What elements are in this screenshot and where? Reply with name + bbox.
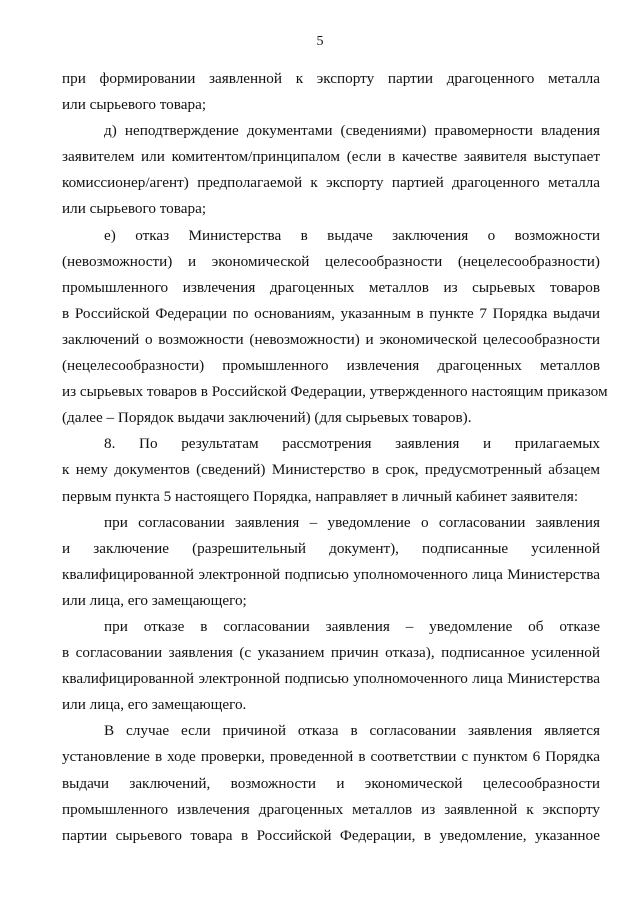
text-line: или лица, его замещающего; [62, 591, 247, 609]
paragraph [62, 718, 600, 848]
text-line: комиссионер/агент) предполагаемой к экспорту партией драгоценного металла [62, 174, 600, 192]
paragraph [62, 223, 608, 432]
text-line: установление в ходе проверки, проведенной в соответствии с пунктом 6 Порядка [62, 748, 600, 766]
text-line: в согласовании заявления (с указанием причин отказа), подписанное усиленной [62, 644, 600, 662]
text-line: (невозможности) и экономической целесообразности (нецелесообразности) [62, 252, 600, 270]
text-line: В случае если причиной отказа в согласовании заявления является [104, 722, 600, 740]
paragraph [62, 510, 600, 614]
text-line: при согласовании заявления – уведомление о согласовании заявления [104, 513, 600, 531]
paragraph [62, 66, 600, 118]
text-line: или сырьевого товара; [62, 96, 207, 114]
text-line: выдачи заключений, возможности и экономической целесообразности [62, 774, 600, 792]
text-line: или сырьевого товара; [62, 200, 207, 218]
text-line: 8. По результатам рассмотрения заявления и прилагаемых [104, 435, 600, 453]
text-line: промышленного извлечения драгоценных металлов из сырьевых товаров [62, 278, 600, 296]
text-line: (далее – Порядок выдачи заключений) (для сырьевых товаров). [62, 409, 472, 427]
text-line: при формировании заявленной к экспорту партии драгоценного металла [62, 70, 600, 87]
text-line: или лица, его замещающего. [62, 696, 247, 714]
text-line: и заключение (разрешительный документ), подписанные усиленной [62, 539, 600, 557]
paragraph [62, 431, 600, 509]
paragraph [62, 118, 600, 222]
text-line: промышленного извлечения драгоценных металлов из заявленной к экспорту [62, 800, 600, 818]
text-line: е) отказ Министерства в выдаче заключения о возможности [104, 226, 600, 244]
text-line: заявителем или комитентом/принципалом (если в качестве заявителя выступает [62, 148, 600, 166]
text-line: партии сырьевого товара в Российской Федерации, в уведомление, указанное [62, 826, 600, 844]
document-body [62, 66, 608, 849]
text-line: квалифицированной электронной подписью уполномоченного лица Министерства [62, 670, 600, 688]
text-line: квалифицированной электронной подписью уполномоченного лица Министерства [62, 565, 600, 583]
text-line: к нему документов (сведений) Министерство в срок, предусмотренный абзацем [62, 461, 600, 479]
text-line: первым пункта 5 настоящего Порядка, направляет в личный кабинет заявителя: [62, 487, 579, 505]
page-number: 5 [316, 34, 324, 49]
paragraph [62, 614, 600, 718]
text-line: из сырьевых товаров в Российской Федерации, утвержденного настоящим приказом [62, 383, 608, 401]
text-line: в Российской Федерации по основаниям, указанным в пункте 7 Порядка выдачи [62, 304, 600, 322]
text-line: при отказе в согласовании заявления – уведомление об отказе [104, 617, 600, 635]
text-line: д) неподтверждение документами (сведениями) правомерности владения [104, 122, 600, 140]
text-line: (нецелесообразности) промышленного извлечения драгоценных металлов [62, 357, 600, 375]
text-line: заключений о возможности (невозможности) и экономической целесообразности [62, 330, 600, 348]
